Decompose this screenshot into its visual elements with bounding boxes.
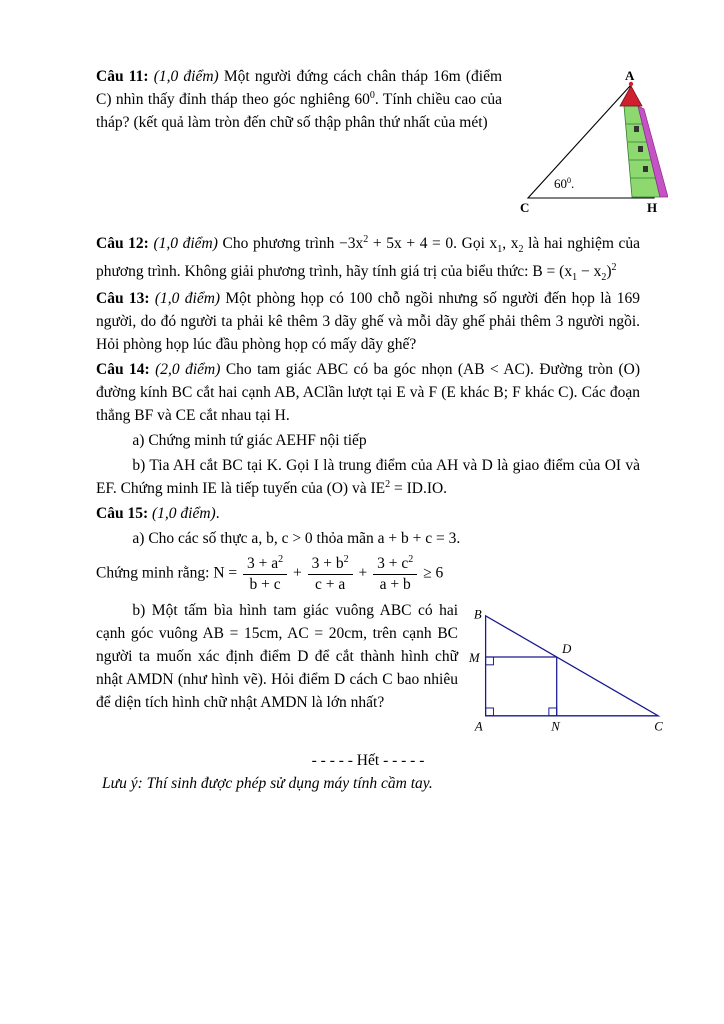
question-14-intro: Câu 14: (2,0 điểm) Cho tam giác ABC có ba góc nhọn (AB < AC). Đường tròn (O) đường kính BC cắt hai cạnh AB, AClần lượt tại E và F (E khác B; F khác C). Các đoạn thẳng BF và CE cắt nhau tại H. bbox=[96, 360, 641, 424]
question-15-item-b-text: b) Một tấm bìa hình tam giác vuông ABC có hai cạnh góc vuông AB = 15cm, AC = 20cm, trên cạnh BC người ta muốn xác định điểm D để cắt thành hình chữ nhật AMDN (như hình vẽ). Hỏi điểm D cách C bao nhiêu để diện tích hình chữ nhật AMDN là lớn nhất? bbox=[96, 602, 458, 711]
tower-window bbox=[638, 146, 643, 152]
angle-label: $60^0$. bbox=[554, 176, 575, 191]
question-15-item-a: a) Cho các số thực a, b, c > 0 thỏa mãn a + b + c = 3. bbox=[132, 529, 461, 547]
tower-window bbox=[634, 126, 639, 132]
question-11-text: Câu 11: (1,0 điểm) Một người đứng cách chân tháp 16m (điểm C) nhìn thấy đỉnh tháp theo góc nghiêng $60^0$. Tính chiều cao của tháp? (kết quả làm tròn đến chữ số thập phân thứ nhất của mét) bbox=[96, 68, 503, 131]
vertex-label-a2: A bbox=[474, 719, 483, 734]
tower-figure bbox=[516, 66, 668, 216]
footer-note: Lưu ý: Thí sinh được phép sử dụng máy tính cầm tay. bbox=[102, 775, 433, 793]
vertex-label-c2: C bbox=[654, 719, 663, 734]
question-14-item-b: b) Tia AH cắt BC tại K. Gọi I là trung điểm của AH và D là giao điểm của OI và EF. Chứng minh IE là tiếp tuyến của (O) và $IE^2 = ID.IO$. bbox=[96, 456, 640, 497]
question-11-block bbox=[96, 66, 668, 216]
question-12-text: Câu 12: (1,0 điểm) Cho phương trình $-3x^2 + 5x + 4 = 0$. Gọi $x_1$, $x_2$ là hai nghiệm của phương trình. Không giải phương trình, hãy tính giá trị của biểu thức: $B = (x_1 - x_2)^2$ bbox=[96, 233, 641, 283]
vertex-label-m: M bbox=[468, 651, 480, 666]
end-marker: - - - - - Hết - - - - - bbox=[311, 751, 425, 769]
question-15-item-b-block bbox=[96, 600, 668, 733]
rectangle-figure bbox=[466, 606, 668, 733]
vertex-label-b: B bbox=[473, 607, 482, 622]
vertex-label-n: N bbox=[551, 719, 560, 734]
right-angle-marks bbox=[486, 657, 557, 716]
question-14-item-a: a) Chứng minh tứ giác AEHF nội tiếp bbox=[132, 431, 367, 449]
triangle-rectangle-lines bbox=[486, 616, 659, 716]
tower-window bbox=[643, 166, 648, 172]
vertex-label-d: D bbox=[562, 642, 572, 657]
vertex-label-a: A bbox=[625, 68, 635, 83]
vertex-label-h: H bbox=[647, 200, 658, 215]
question-13-text: Câu 13: (1,0 điểm) Một phòng họp có 100 chỗ ngồi nhưng số người đến họp là 169 người, do đó người ta phải kê thêm 3 dãy ghế và mỗi dãy ghế phải thêm 3 người ngồi. Hỏi phòng họp lúc đầu phòng họp có mấy dãy ghế? bbox=[96, 290, 640, 354]
question-15-head: Câu 15: (1,0 điểm). bbox=[96, 504, 220, 522]
question-15-formula: Chứng minh rằng: N = $\frac{3 + a^2}{b + c}$ + $\frac{3 + b^2}{c + a}$ + $\frac{3 + c^2}{a + b}$ ≥ 6 bbox=[96, 554, 444, 593]
tower-cap bbox=[620, 86, 642, 106]
vertex-label-c: C bbox=[520, 200, 530, 215]
